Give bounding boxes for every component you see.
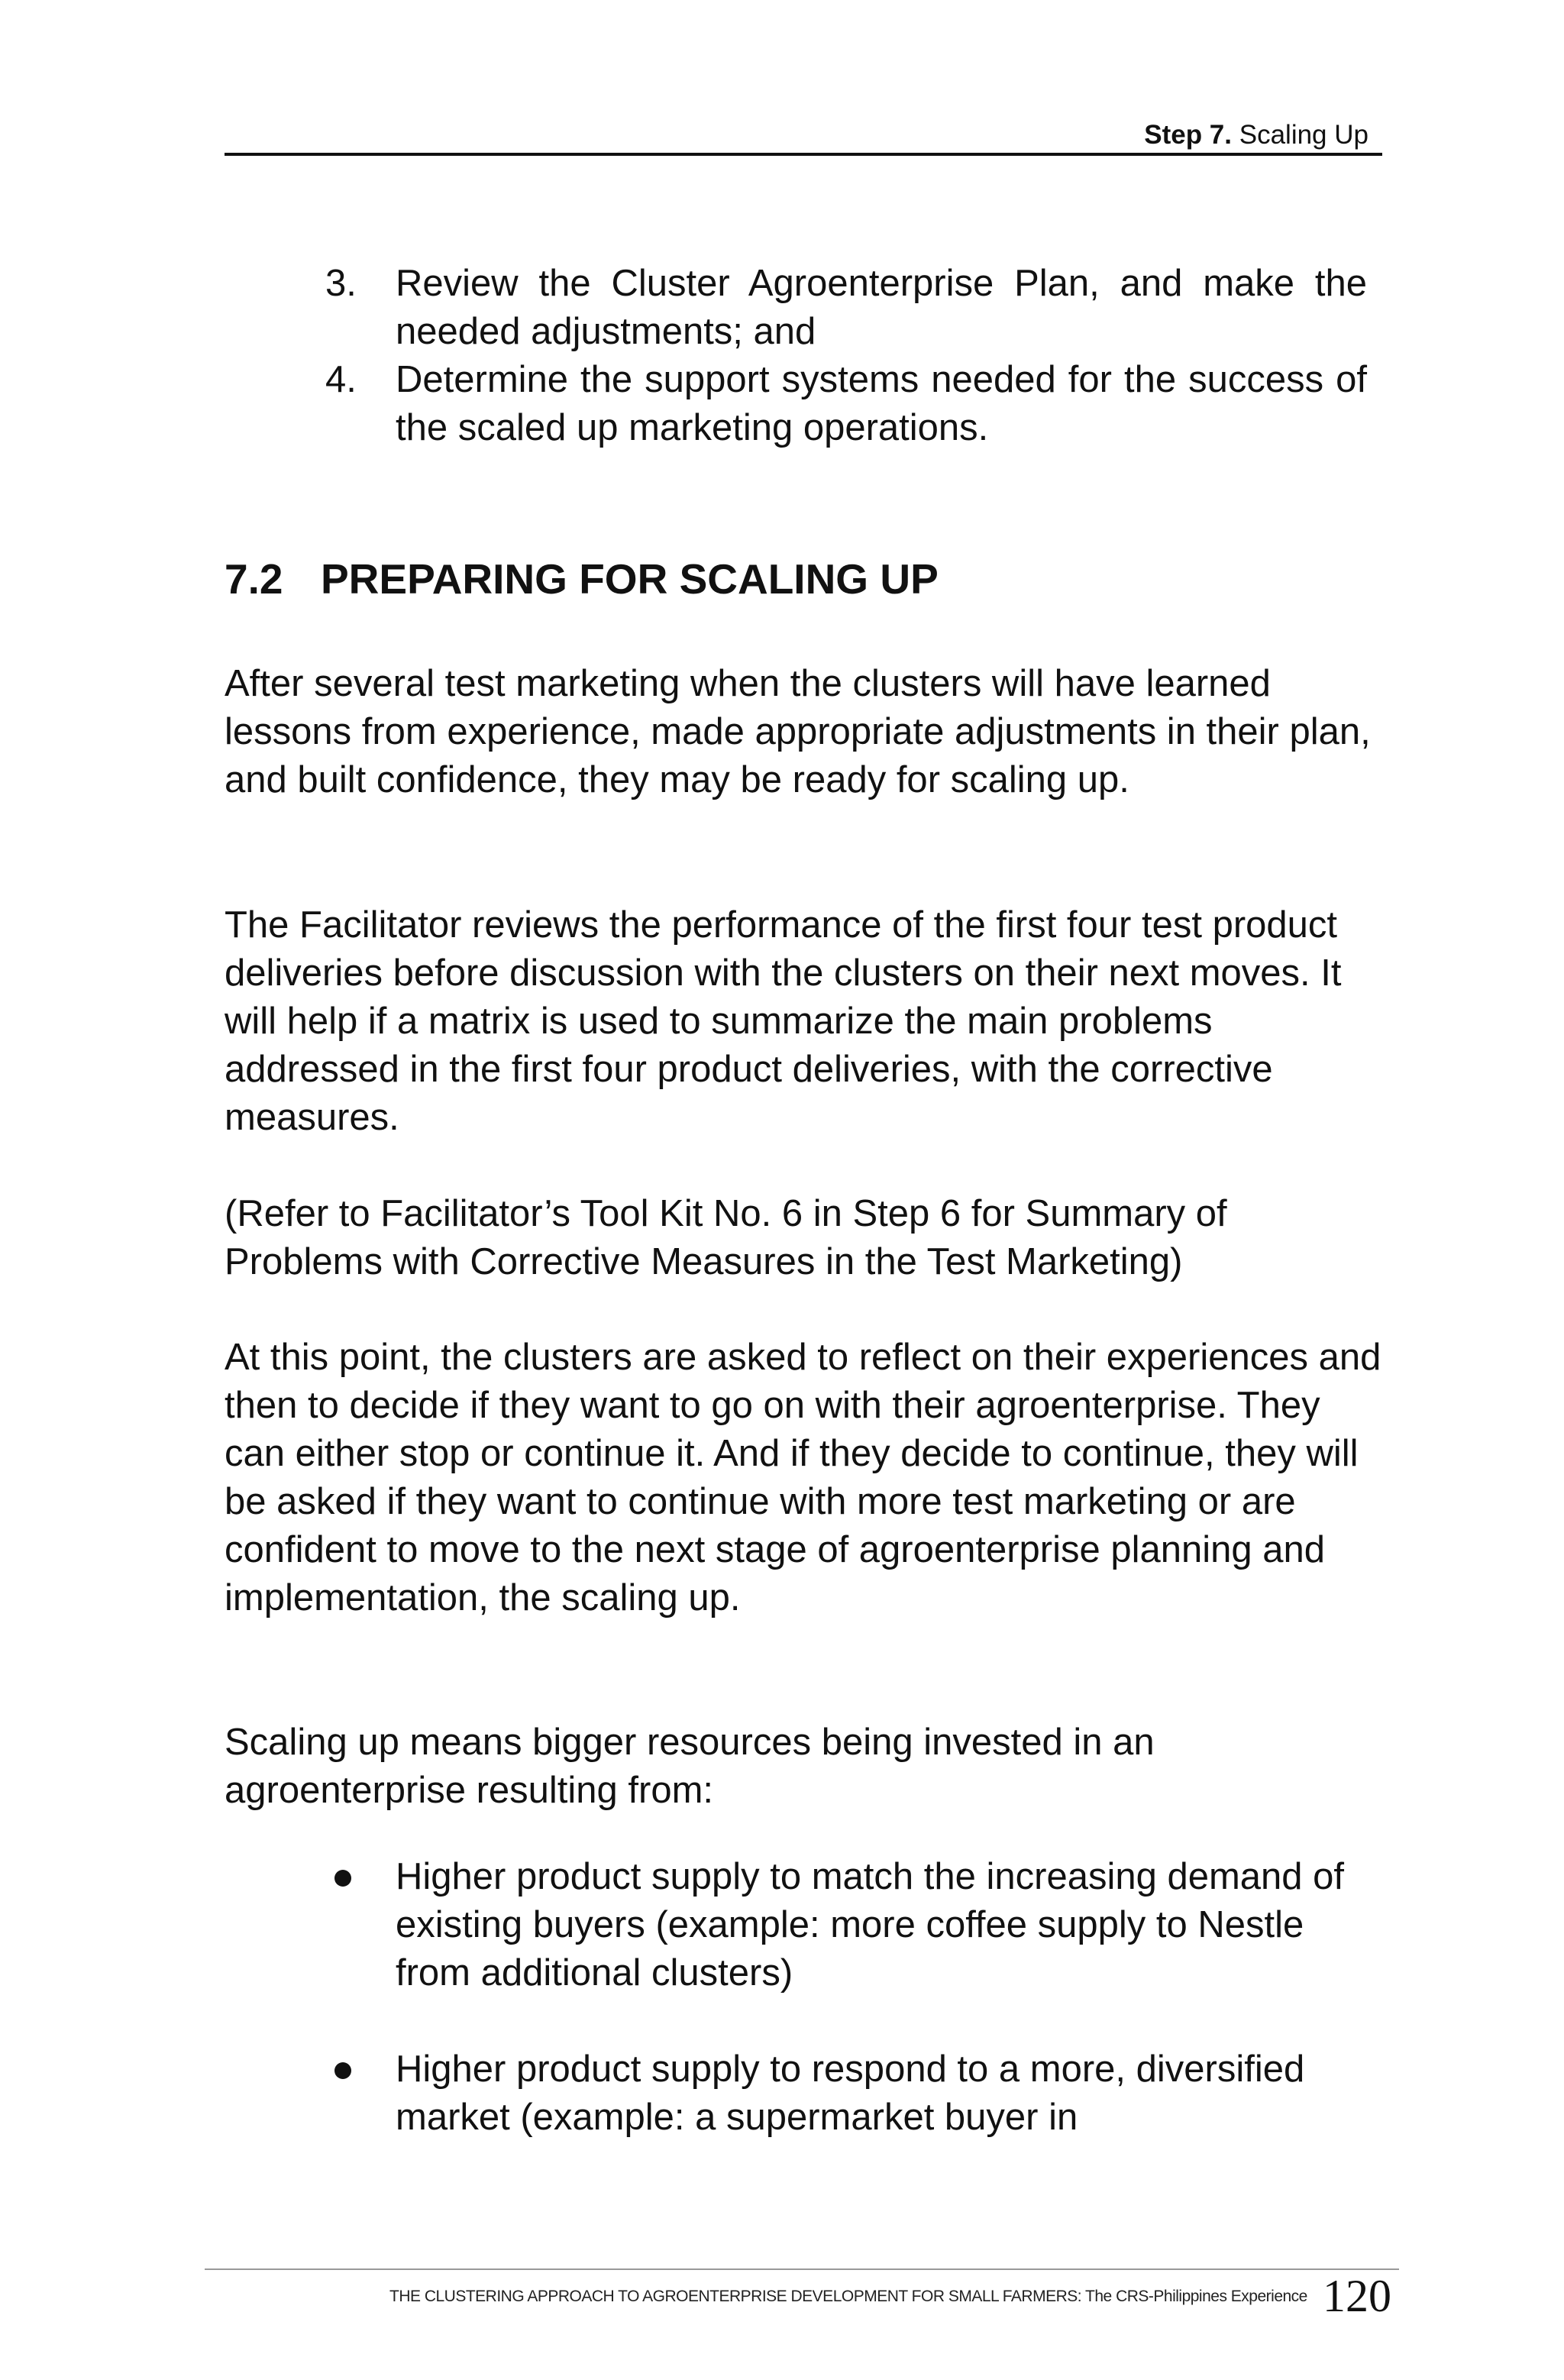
- list-item-number: 4.: [325, 359, 357, 400]
- bullet-item: [325, 1853, 1379, 1997]
- footer-book-title: THE CLUSTERING APPROACH TO AGROENTERPRISE DEVELOPMENT FOR SMALL FARMERS: The CRS-Philippines Experience: [389, 2288, 1307, 2305]
- paragraph: The Facilitator reviews the performance of the first four test product deliveries before discussion with the clusters on their next moves. It will help if a matrix is used to summarize the main problems addressed in the first four product deliveries, with the corrective measures.: [225, 904, 1342, 1138]
- bullet-icon: [334, 2062, 351, 2079]
- paragraph: After several test marketing when the clusters will have learned lessons from experience, made appropriate adjustments in their plan, and built confidence, they may be ready for scaling up.: [225, 663, 1371, 800]
- list-item-number: 3.: [325, 263, 357, 304]
- list-item: [325, 356, 1367, 452]
- footer-divider: [205, 2268, 1399, 2270]
- section-title: PREPARING FOR SCALING UP: [321, 555, 939, 603]
- bullet-list: [325, 1853, 1379, 1997]
- bullet-list: [325, 2045, 1379, 2142]
- list-item: [325, 260, 1367, 356]
- section-number: 7.2: [225, 555, 283, 603]
- section-heading: [225, 553, 939, 605]
- list-item-text: Review the Cluster Agroenterprise Plan, and make the needed adjustments; and: [396, 263, 1367, 352]
- paragraph: At this point, the clusters are asked to reflect on their experiences and then to decide if they want to go on with their agroenterprise. They can either stop or continue it. And if they decide to continue, they will be asked if they want to continue with more test marketing or are confident to move to the next stage of agroenterprise planning and implementation, the scaling up.: [225, 1337, 1381, 1618]
- bullet-text: Higher product supply to respond to a more, diversified market (example: a supermarket buyer in: [396, 2049, 1305, 2138]
- bullet-text: Higher product supply to match the increasing demand of existing buyers (example: more coffee supply to Nestle from additional clusters): [396, 1856, 1345, 1994]
- header-step-title: Scaling Up: [1239, 120, 1368, 150]
- paragraph: (Refer to Facilitator’s Tool Kit No. 6 in Step 6 for Summary of Problems with Corrective Measures in the Test Marketing): [225, 1193, 1227, 1282]
- bullet-icon: [334, 1870, 351, 1887]
- numbered-list: [325, 260, 1367, 452]
- header-step-label: Step 7.: [1144, 120, 1232, 150]
- running-header: [225, 118, 1382, 156]
- list-item-text: Determine the support systems needed for the success of the scaled up marketing operations.: [396, 359, 1367, 448]
- bullet-item: [325, 2045, 1379, 2142]
- paragraph: Scaling up means bigger resources being invested in an agroenterprise resulting from:: [225, 1722, 1155, 1811]
- page-number: 120: [1323, 2271, 1391, 2321]
